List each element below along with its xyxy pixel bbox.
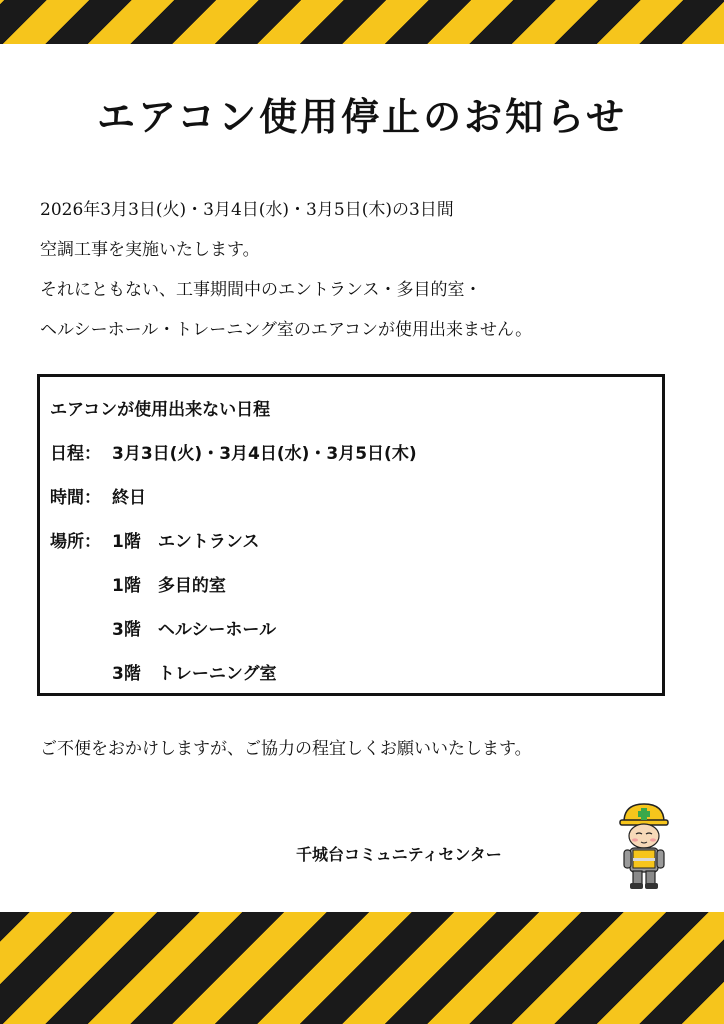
hazard-stripe-bottom (0, 912, 724, 1024)
construction-worker-icon (614, 800, 674, 892)
place-value: 1階 エントランス (112, 532, 260, 552)
notice-title: エアコン使用停止のお知らせ (97, 94, 627, 139)
intro-line: ヘルシーホール・トレーニング室のエアコンが使用出来ません。 (40, 320, 533, 340)
sender-name: 千城台コミュニティセンター (296, 845, 502, 864)
schedule-value: 3月3日(火)・3月4日(水)・3月5日(木) (112, 444, 417, 464)
hazard-stripe-top (0, 0, 724, 44)
place-value: 3階 ヘルシーホール (112, 620, 277, 640)
closing-text: ご不便をおかけしますが、ご協力の程宜しくお願いいたします。 (40, 739, 532, 759)
schedule-row (50, 439, 417, 464)
place-row (50, 527, 259, 552)
intro-line: 空調工事を実施いたします。 (40, 240, 260, 260)
schedule-label: 日程： (50, 444, 101, 464)
place-value: 1階 多目的室 (112, 576, 226, 596)
intro-line: それにともない、工事期間中のエントランス・多目的室・ (40, 280, 482, 300)
place-value: 3階 トレーニング室 (112, 664, 277, 684)
place-label: 場所： (50, 532, 101, 552)
schedule-box-heading: エアコンが使用出来ない日程 (50, 400, 271, 420)
time-value: 終日 (112, 488, 146, 508)
intro-text (40, 190, 700, 350)
time-label: 時間： (50, 488, 101, 508)
intro-line: 2026年3月3日(火)・3月4日(水)・3月5日(木)の3日間 (40, 200, 454, 220)
schedule-box (37, 374, 665, 696)
time-row (50, 483, 146, 508)
